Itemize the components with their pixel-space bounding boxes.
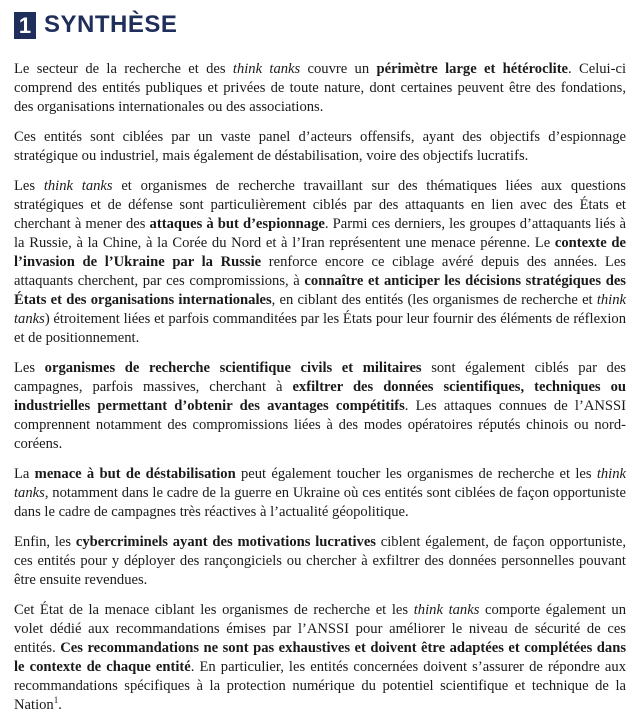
- text: . Celui-ci comprend des entités publiques et privées de toute nature, dont certaines peuvent être des fondations, des organisations internationales ou des associations.: [14, 61, 627, 115]
- paragraph-espionage: [14, 177, 626, 348]
- section-title: SYNTHÈSE: [44, 11, 178, 38]
- text: , notamment dans le cadre de la guerre en Ukraine où ces entités sont ciblées de façon opportuniste dans le cadre de campagnes très réactives à l’actualité géopolitique.: [14, 485, 626, 520]
- text: Les: [14, 178, 44, 194]
- text: Cet État de la menace ciblant les organismes de recherche et les: [14, 602, 414, 618]
- text: et organismes de recherche travaillant sur des thématiques liées aux questions stratégiques et de défense sont particulièrement ciblés par des attaquants en lien avec des États et cherchant à mener des: [14, 178, 626, 232]
- text: Le secteur de la recherche et des: [14, 61, 233, 77]
- text: ) étroitement liées et parfois commanditées par les États pour leur fournir des éléments de réflexion et de positionnement.: [14, 311, 626, 346]
- text: . Parmi ces derniers, les groupes d’attaquants liés à la Russie, à la Chine, à la Corée du Nord et à l’Iran représentent une menace pérenne. Le: [14, 216, 627, 251]
- text: . Les attaques connues de l’ANSSI comprennent notamment des compromissions liées à des modes opératoires réputés chinois ou nord-coréens.: [14, 398, 626, 452]
- text: comporte également un volet dédié aux recommandations émises par l’ANSSI pour améliorer le niveau de sécurité de ces entités.: [14, 602, 626, 656]
- bold-phrase: organismes de recherche scientifique civils et militaires: [44, 360, 422, 376]
- bold-phrase: attaques à but d’espionnage: [149, 216, 325, 232]
- text: renforce encore ce ciblage avéré depuis des années. Les attaquants cherchent, par ces compromissions, à: [14, 254, 626, 289]
- text: Enfin, les: [14, 534, 76, 550]
- bold-phrase: périmètre large et hétéroclite: [376, 61, 569, 77]
- paragraph-actors: [14, 128, 626, 166]
- text: sont également ciblés par des campagnes, parfois massives, cherchant à: [14, 360, 626, 395]
- bold-phrase: exfiltrer des données scientifiques, techniques ou industrielles permettant d’obtenir des avantages compétitifs: [14, 379, 626, 414]
- bold-phrase: menace à but de déstabilisation: [34, 466, 236, 482]
- bold-phrase: Ces recommandations ne sont pas exhaustives et doivent être adaptées et complétées dans le contexte de chaque entité: [14, 640, 626, 675]
- text: Les: [14, 360, 45, 376]
- text: ciblent également, de façon opportuniste, ces entités pour y déployer des rançongiciels ou chercher à exfiltrer des données personnelles pouvant être ensuite revendues.: [14, 534, 626, 588]
- text: .: [58, 697, 62, 713]
- footnote-reference[interactable]: 1: [53, 695, 59, 706]
- italic-term: think tanks: [14, 292, 627, 327]
- paragraph-cybercrime: [14, 533, 626, 590]
- bold-phrase: contexte de l’invasion de l’Ukraine par la Russie: [14, 235, 626, 270]
- body-text: [14, 60, 626, 726]
- text: La: [14, 466, 35, 482]
- italic-term: think tanks: [232, 61, 301, 77]
- text: , en ciblant des entités (les organismes de recherche et: [271, 292, 597, 308]
- paragraph-scope: [14, 60, 626, 117]
- italic-term: think tanks: [413, 602, 480, 618]
- text: couvre un: [300, 61, 377, 77]
- paragraph-research: [14, 359, 626, 454]
- section-number: 1: [14, 12, 36, 39]
- bold-phrase: cybercriminels ayant des motivations lucratives: [75, 534, 376, 550]
- bold-phrase: connaître et anticiper les décisions stratégiques des États et des organisations internationales: [14, 273, 626, 308]
- paragraph-destabilisation: [14, 465, 626, 522]
- text: peut également toucher les organismes de recherche et les: [235, 466, 597, 482]
- text: Ces entités sont ciblées par un vaste panel d’acteurs offensifs, ayant des objectifs d’espionnage stratégique ou industriel, mais également de déstabilisation, voire des objectifs lucratifs.: [14, 129, 626, 164]
- italic-term: think tanks: [43, 178, 113, 194]
- text: . En particulier, les entités concernées doivent s’assurer de répondre aux recommandations spécifiques à la protection numérique du potentiel scientifique et technique de la Nation: [14, 659, 626, 713]
- italic-term: think tanks: [14, 466, 626, 501]
- section-heading: [14, 10, 177, 40]
- paragraph-recommendations: [14, 601, 626, 715]
